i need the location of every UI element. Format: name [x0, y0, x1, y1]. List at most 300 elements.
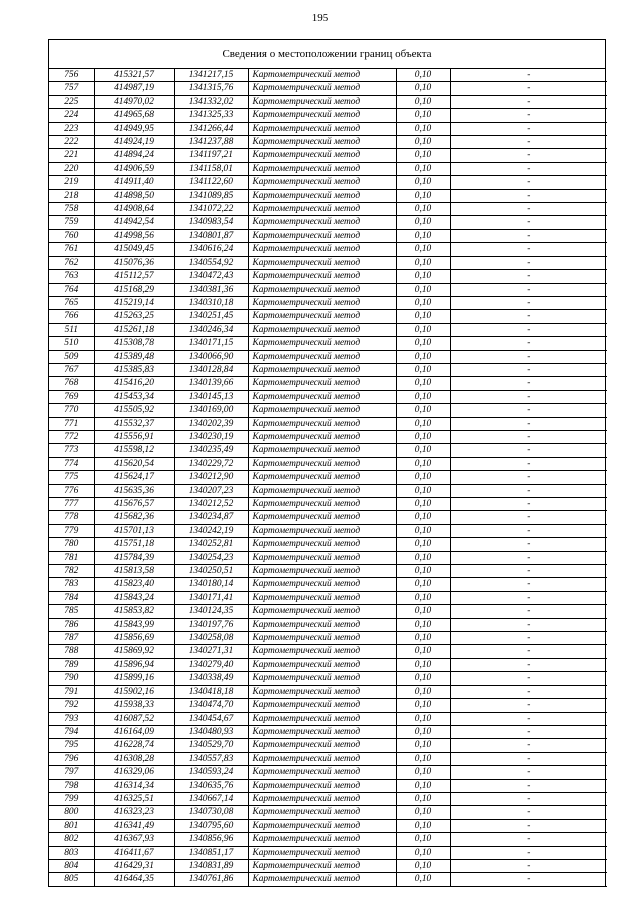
accuracy-cell: 0,10 [396, 806, 450, 819]
table-row [49, 645, 607, 658]
accuracy-cell: 0,10 [396, 511, 450, 524]
accuracy-cell: 0,10 [396, 632, 450, 645]
table-row [49, 766, 607, 779]
x-coordinate-cell: 415902,16 [94, 685, 174, 698]
x-coordinate-cell: 414998,56 [94, 229, 174, 242]
note-cell: - [450, 511, 607, 524]
y-coordinate-cell: 1341237,88 [174, 136, 248, 149]
y-coordinate-cell: 1340235,49 [174, 444, 248, 457]
method-cell: Картометрический метод [248, 95, 396, 108]
point-number-cell: 770 [49, 404, 94, 417]
x-coordinate-cell: 414965,68 [94, 109, 174, 122]
method-cell: Картометрический метод [248, 672, 396, 685]
accuracy-cell: 0,10 [396, 176, 450, 189]
x-coordinate-cell: 416464,35 [94, 873, 174, 886]
point-number-cell: 759 [49, 216, 94, 229]
point-number-cell: 783 [49, 578, 94, 591]
method-cell: Картометрический метод [248, 511, 396, 524]
x-coordinate-cell: 416341,49 [94, 819, 174, 832]
x-coordinate-cell: 415556,91 [94, 430, 174, 443]
point-number-cell: 804 [49, 859, 94, 872]
accuracy-cell: 0,10 [396, 377, 450, 390]
method-cell: Картометрический метод [248, 873, 396, 886]
method-cell: Картометрический метод [248, 149, 396, 162]
y-coordinate-cell: 1340730,08 [174, 806, 248, 819]
method-cell: Картометрический метод [248, 189, 396, 202]
table-row [49, 565, 607, 578]
accuracy-cell: 0,10 [396, 310, 450, 323]
x-coordinate-cell: 415049,45 [94, 243, 174, 256]
y-coordinate-cell: 1340145,13 [174, 390, 248, 403]
accuracy-cell: 0,10 [396, 417, 450, 430]
accuracy-cell: 0,10 [396, 685, 450, 698]
note-cell: - [450, 189, 607, 202]
point-number-cell: 787 [49, 632, 94, 645]
method-cell: Картометрический метод [248, 551, 396, 564]
point-number-cell: 223 [49, 122, 94, 135]
point-number-cell: 777 [49, 498, 94, 511]
note-cell: - [450, 69, 607, 82]
method-cell: Картометрический метод [248, 109, 396, 122]
method-cell: Картометрический метод [248, 337, 396, 350]
x-coordinate-cell: 415899,16 [94, 672, 174, 685]
x-coordinate-cell: 415701,13 [94, 524, 174, 537]
method-cell: Картометрический метод [248, 739, 396, 752]
table-row [49, 859, 607, 872]
point-number-cell: 511 [49, 323, 94, 336]
point-number-cell: 780 [49, 538, 94, 551]
note-cell: - [450, 739, 607, 752]
note-cell: - [450, 779, 607, 792]
point-number-cell: 218 [49, 189, 94, 202]
accuracy-cell: 0,10 [396, 256, 450, 269]
note-cell: - [450, 578, 607, 591]
accuracy-cell: 0,10 [396, 725, 450, 738]
x-coordinate-cell: 415598,12 [94, 444, 174, 457]
accuracy-cell: 0,10 [396, 136, 450, 149]
table-row [49, 846, 607, 859]
accuracy-cell: 0,10 [396, 699, 450, 712]
note-cell: - [450, 296, 607, 309]
accuracy-cell: 0,10 [396, 350, 450, 363]
y-coordinate-cell: 1340557,83 [174, 752, 248, 765]
method-cell: Картометрический метод [248, 859, 396, 872]
point-number-cell: 782 [49, 565, 94, 578]
note-cell: - [450, 350, 607, 363]
accuracy-cell: 0,10 [396, 618, 450, 631]
method-cell: Картометрический метод [248, 310, 396, 323]
point-number-cell: 765 [49, 296, 94, 309]
note-cell: - [450, 873, 607, 886]
accuracy-cell: 0,10 [396, 873, 450, 886]
method-cell: Картометрический метод [248, 752, 396, 765]
y-coordinate-cell: 1340252,81 [174, 538, 248, 551]
y-coordinate-cell: 1340254,23 [174, 551, 248, 564]
point-number-cell: 224 [49, 109, 94, 122]
table-row [49, 136, 607, 149]
point-number-cell: 761 [49, 243, 94, 256]
note-cell: - [450, 699, 607, 712]
y-coordinate-cell: 1340212,90 [174, 471, 248, 484]
accuracy-cell: 0,10 [396, 524, 450, 537]
point-number-cell: 794 [49, 725, 94, 738]
note-cell: - [450, 538, 607, 551]
note-cell: - [450, 725, 607, 738]
point-number-cell: 771 [49, 417, 94, 430]
point-number-cell: 801 [49, 819, 94, 832]
note-cell: - [450, 498, 607, 511]
y-coordinate-cell: 1340667,14 [174, 792, 248, 805]
x-coordinate-cell: 415843,24 [94, 591, 174, 604]
point-number-cell: 805 [49, 873, 94, 886]
point-number-cell: 802 [49, 833, 94, 846]
point-number-cell: 774 [49, 457, 94, 470]
table-row [49, 229, 607, 242]
x-coordinate-cell: 415385,83 [94, 363, 174, 376]
method-cell: Картометрический метод [248, 256, 396, 269]
accuracy-cell: 0,10 [396, 149, 450, 162]
accuracy-cell: 0,10 [396, 471, 450, 484]
note-cell: - [450, 256, 607, 269]
method-cell: Картометрический метод [248, 390, 396, 403]
table-row [49, 256, 607, 269]
method-cell: Картометрический метод [248, 471, 396, 484]
section-title: Сведения о местоположении границ объекта [49, 40, 605, 69]
accuracy-cell: 0,10 [396, 819, 450, 832]
y-coordinate-cell: 1340480,93 [174, 725, 248, 738]
accuracy-cell: 0,10 [396, 739, 450, 752]
x-coordinate-cell: 415261,18 [94, 323, 174, 336]
y-coordinate-cell: 1341197,21 [174, 149, 248, 162]
table-row [49, 109, 607, 122]
table-row [49, 270, 607, 283]
table-row [49, 444, 607, 457]
accuracy-cell: 0,10 [396, 444, 450, 457]
y-coordinate-cell: 1340801,87 [174, 229, 248, 242]
accuracy-cell: 0,10 [396, 323, 450, 336]
accuracy-cell: 0,10 [396, 578, 450, 591]
y-coordinate-cell: 1341158,01 [174, 162, 248, 175]
table-row [49, 578, 607, 591]
note-cell: - [450, 270, 607, 283]
method-cell: Картометрический метод [248, 632, 396, 645]
note-cell: - [450, 95, 607, 108]
note-cell: - [450, 82, 607, 95]
y-coordinate-cell: 1340856,96 [174, 833, 248, 846]
accuracy-cell: 0,10 [396, 296, 450, 309]
point-number-cell: 776 [49, 484, 94, 497]
y-coordinate-cell: 1340234,87 [174, 511, 248, 524]
note-cell: - [450, 136, 607, 149]
note-cell: - [450, 565, 607, 578]
table-row [49, 216, 607, 229]
note-cell: - [450, 162, 607, 175]
y-coordinate-cell: 1340258,08 [174, 632, 248, 645]
accuracy-cell: 0,10 [396, 833, 450, 846]
note-cell: - [450, 645, 607, 658]
table-row [49, 484, 607, 497]
table-row [49, 471, 607, 484]
note-cell: - [450, 310, 607, 323]
y-coordinate-cell: 1340593,24 [174, 766, 248, 779]
y-coordinate-cell: 1341315,76 [174, 82, 248, 95]
y-coordinate-cell: 1340279,40 [174, 658, 248, 671]
y-coordinate-cell: 1341325,33 [174, 109, 248, 122]
method-cell: Картометрический метод [248, 350, 396, 363]
boundary-points-table [49, 69, 607, 887]
table-row [49, 792, 607, 805]
method-cell: Картометрический метод [248, 833, 396, 846]
table-row [49, 699, 607, 712]
point-number-cell: 219 [49, 176, 94, 189]
accuracy-cell: 0,10 [396, 283, 450, 296]
method-cell: Картометрический метод [248, 685, 396, 698]
method-cell: Картометрический метод [248, 82, 396, 95]
x-coordinate-cell: 416329,06 [94, 766, 174, 779]
note-cell: - [450, 859, 607, 872]
note-cell: - [450, 685, 607, 698]
y-coordinate-cell: 1340472,43 [174, 270, 248, 283]
method-cell: Картометрический метод [248, 846, 396, 859]
note-cell: - [450, 457, 607, 470]
y-coordinate-cell: 1340169,00 [174, 404, 248, 417]
note-cell: - [450, 605, 607, 618]
table-row [49, 69, 607, 82]
x-coordinate-cell: 414942,54 [94, 216, 174, 229]
note-cell: - [450, 229, 607, 242]
table-row [49, 363, 607, 376]
y-coordinate-cell: 1340242,19 [174, 524, 248, 537]
method-cell: Картометрический метод [248, 243, 396, 256]
x-coordinate-cell: 414894,24 [94, 149, 174, 162]
accuracy-cell: 0,10 [396, 404, 450, 417]
note-cell: - [450, 404, 607, 417]
accuracy-cell: 0,10 [396, 752, 450, 765]
point-number-cell: 758 [49, 203, 94, 216]
x-coordinate-cell: 416228,74 [94, 739, 174, 752]
x-coordinate-cell: 415751,18 [94, 538, 174, 551]
y-coordinate-cell: 1340338,49 [174, 672, 248, 685]
x-coordinate-cell: 415416,20 [94, 377, 174, 390]
point-number-cell: 797 [49, 766, 94, 779]
accuracy-cell: 0,10 [396, 95, 450, 108]
accuracy-cell: 0,10 [396, 859, 450, 872]
table-row [49, 605, 607, 618]
table-row [49, 511, 607, 524]
x-coordinate-cell: 415896,94 [94, 658, 174, 671]
table-row [49, 122, 607, 135]
y-coordinate-cell: 1340212,52 [174, 498, 248, 511]
x-coordinate-cell: 416411,67 [94, 846, 174, 859]
x-coordinate-cell: 414906,59 [94, 162, 174, 175]
note-cell: - [450, 658, 607, 671]
x-coordinate-cell: 414908,64 [94, 203, 174, 216]
y-coordinate-cell: 1341217,15 [174, 69, 248, 82]
point-number-cell: 786 [49, 618, 94, 631]
y-coordinate-cell: 1341122,60 [174, 176, 248, 189]
table-row [49, 658, 607, 671]
y-coordinate-cell: 1340454,67 [174, 712, 248, 725]
table-row [49, 310, 607, 323]
y-coordinate-cell: 1341332,02 [174, 95, 248, 108]
table-row [49, 498, 607, 511]
note-cell: - [450, 323, 607, 336]
table-row [49, 806, 607, 819]
table-row [49, 672, 607, 685]
point-number-cell: 757 [49, 82, 94, 95]
table-row [49, 591, 607, 604]
x-coordinate-cell: 415453,34 [94, 390, 174, 403]
point-number-cell: 793 [49, 712, 94, 725]
x-coordinate-cell: 415624,17 [94, 471, 174, 484]
note-cell: - [450, 243, 607, 256]
x-coordinate-cell: 415813,58 [94, 565, 174, 578]
method-cell: Картометрический метод [248, 819, 396, 832]
method-cell: Картометрический метод [248, 377, 396, 390]
note-cell: - [450, 337, 607, 350]
x-coordinate-cell: 416429,31 [94, 859, 174, 872]
table-row [49, 350, 607, 363]
note-cell: - [450, 551, 607, 564]
method-cell: Картометрический метод [248, 162, 396, 175]
x-coordinate-cell: 415856,69 [94, 632, 174, 645]
y-coordinate-cell: 1340251,45 [174, 310, 248, 323]
point-number-cell: 778 [49, 511, 94, 524]
x-coordinate-cell: 416325,51 [94, 792, 174, 805]
y-coordinate-cell: 1340230,19 [174, 430, 248, 443]
x-coordinate-cell: 415168,29 [94, 283, 174, 296]
method-cell: Картометрический метод [248, 323, 396, 336]
y-coordinate-cell: 1341266,44 [174, 122, 248, 135]
note-cell: - [450, 632, 607, 645]
x-coordinate-cell: 415321,57 [94, 69, 174, 82]
x-coordinate-cell: 415389,48 [94, 350, 174, 363]
note-cell: - [450, 216, 607, 229]
accuracy-cell: 0,10 [396, 82, 450, 95]
table-row [49, 203, 607, 216]
table-row [49, 283, 607, 296]
y-coordinate-cell: 1340250,51 [174, 565, 248, 578]
table-row [49, 457, 607, 470]
note-cell: - [450, 833, 607, 846]
x-coordinate-cell: 415869,92 [94, 645, 174, 658]
y-coordinate-cell: 1340271,31 [174, 645, 248, 658]
method-cell: Картометрический метод [248, 484, 396, 497]
method-cell: Картометрический метод [248, 216, 396, 229]
x-coordinate-cell: 415076,36 [94, 256, 174, 269]
x-coordinate-cell: 415823,40 [94, 578, 174, 591]
point-number-cell: 791 [49, 685, 94, 698]
x-coordinate-cell: 415682,36 [94, 511, 174, 524]
y-coordinate-cell: 1340635,76 [174, 779, 248, 792]
method-cell: Картометрический метод [248, 270, 396, 283]
accuracy-cell: 0,10 [396, 69, 450, 82]
x-coordinate-cell: 416367,93 [94, 833, 174, 846]
note-cell: - [450, 430, 607, 443]
method-cell: Картометрический метод [248, 69, 396, 82]
point-number-cell: 772 [49, 430, 94, 443]
method-cell: Картометрический метод [248, 444, 396, 457]
accuracy-cell: 0,10 [396, 390, 450, 403]
note-cell: - [450, 618, 607, 631]
method-cell: Картометрический метод [248, 296, 396, 309]
point-number-cell: 799 [49, 792, 94, 805]
x-coordinate-cell: 415532,37 [94, 417, 174, 430]
x-coordinate-cell: 414911,40 [94, 176, 174, 189]
point-number-cell: 222 [49, 136, 94, 149]
table-body [49, 69, 607, 886]
y-coordinate-cell: 1340171,15 [174, 337, 248, 350]
x-coordinate-cell: 415938,33 [94, 699, 174, 712]
table-row [49, 551, 607, 564]
method-cell: Картометрический метод [248, 699, 396, 712]
method-cell: Картометрический метод [248, 283, 396, 296]
accuracy-cell: 0,10 [396, 363, 450, 376]
method-cell: Картометрический метод [248, 645, 396, 658]
method-cell: Картометрический метод [248, 658, 396, 671]
method-cell: Картометрический метод [248, 404, 396, 417]
point-number-cell: 790 [49, 672, 94, 685]
note-cell: - [450, 484, 607, 497]
note-cell: - [450, 109, 607, 122]
note-cell: - [450, 792, 607, 805]
accuracy-cell: 0,10 [396, 189, 450, 202]
y-coordinate-cell: 1340171,41 [174, 591, 248, 604]
note-cell: - [450, 471, 607, 484]
note-cell: - [450, 672, 607, 685]
note-cell: - [450, 122, 607, 135]
method-cell: Картометрический метод [248, 229, 396, 242]
table-row [49, 323, 607, 336]
method-cell: Картометрический метод [248, 806, 396, 819]
point-number-cell: 760 [49, 229, 94, 242]
point-number-cell: 509 [49, 350, 94, 363]
point-number-cell: 796 [49, 752, 94, 765]
method-cell: Картометрический метод [248, 136, 396, 149]
table-row [49, 725, 607, 738]
y-coordinate-cell: 1340795,60 [174, 819, 248, 832]
accuracy-cell: 0,10 [396, 337, 450, 350]
note-cell: - [450, 819, 607, 832]
note-cell: - [450, 752, 607, 765]
point-number-cell: 785 [49, 605, 94, 618]
x-coordinate-cell: 415219,14 [94, 296, 174, 309]
point-number-cell: 800 [49, 806, 94, 819]
y-coordinate-cell: 1340616,24 [174, 243, 248, 256]
method-cell: Картометрический метод [248, 498, 396, 511]
y-coordinate-cell: 1340851,17 [174, 846, 248, 859]
x-coordinate-cell: 415112,57 [94, 270, 174, 283]
x-coordinate-cell: 414898,50 [94, 189, 174, 202]
point-number-cell: 792 [49, 699, 94, 712]
accuracy-cell: 0,10 [396, 270, 450, 283]
y-coordinate-cell: 1340381,36 [174, 283, 248, 296]
note-cell: - [450, 149, 607, 162]
point-number-cell: 510 [49, 337, 94, 350]
page-number: 195 [311, 12, 329, 24]
y-coordinate-cell: 1341072,22 [174, 203, 248, 216]
method-cell: Картометрический метод [248, 725, 396, 738]
note-cell: - [450, 390, 607, 403]
method-cell: Картометрический метод [248, 779, 396, 792]
accuracy-cell: 0,10 [396, 229, 450, 242]
accuracy-cell: 0,10 [396, 645, 450, 658]
point-number-cell: 784 [49, 591, 94, 604]
x-coordinate-cell: 415784,39 [94, 551, 174, 564]
y-coordinate-cell: 1341089,85 [174, 189, 248, 202]
table-row [49, 538, 607, 551]
y-coordinate-cell: 1340554,92 [174, 256, 248, 269]
